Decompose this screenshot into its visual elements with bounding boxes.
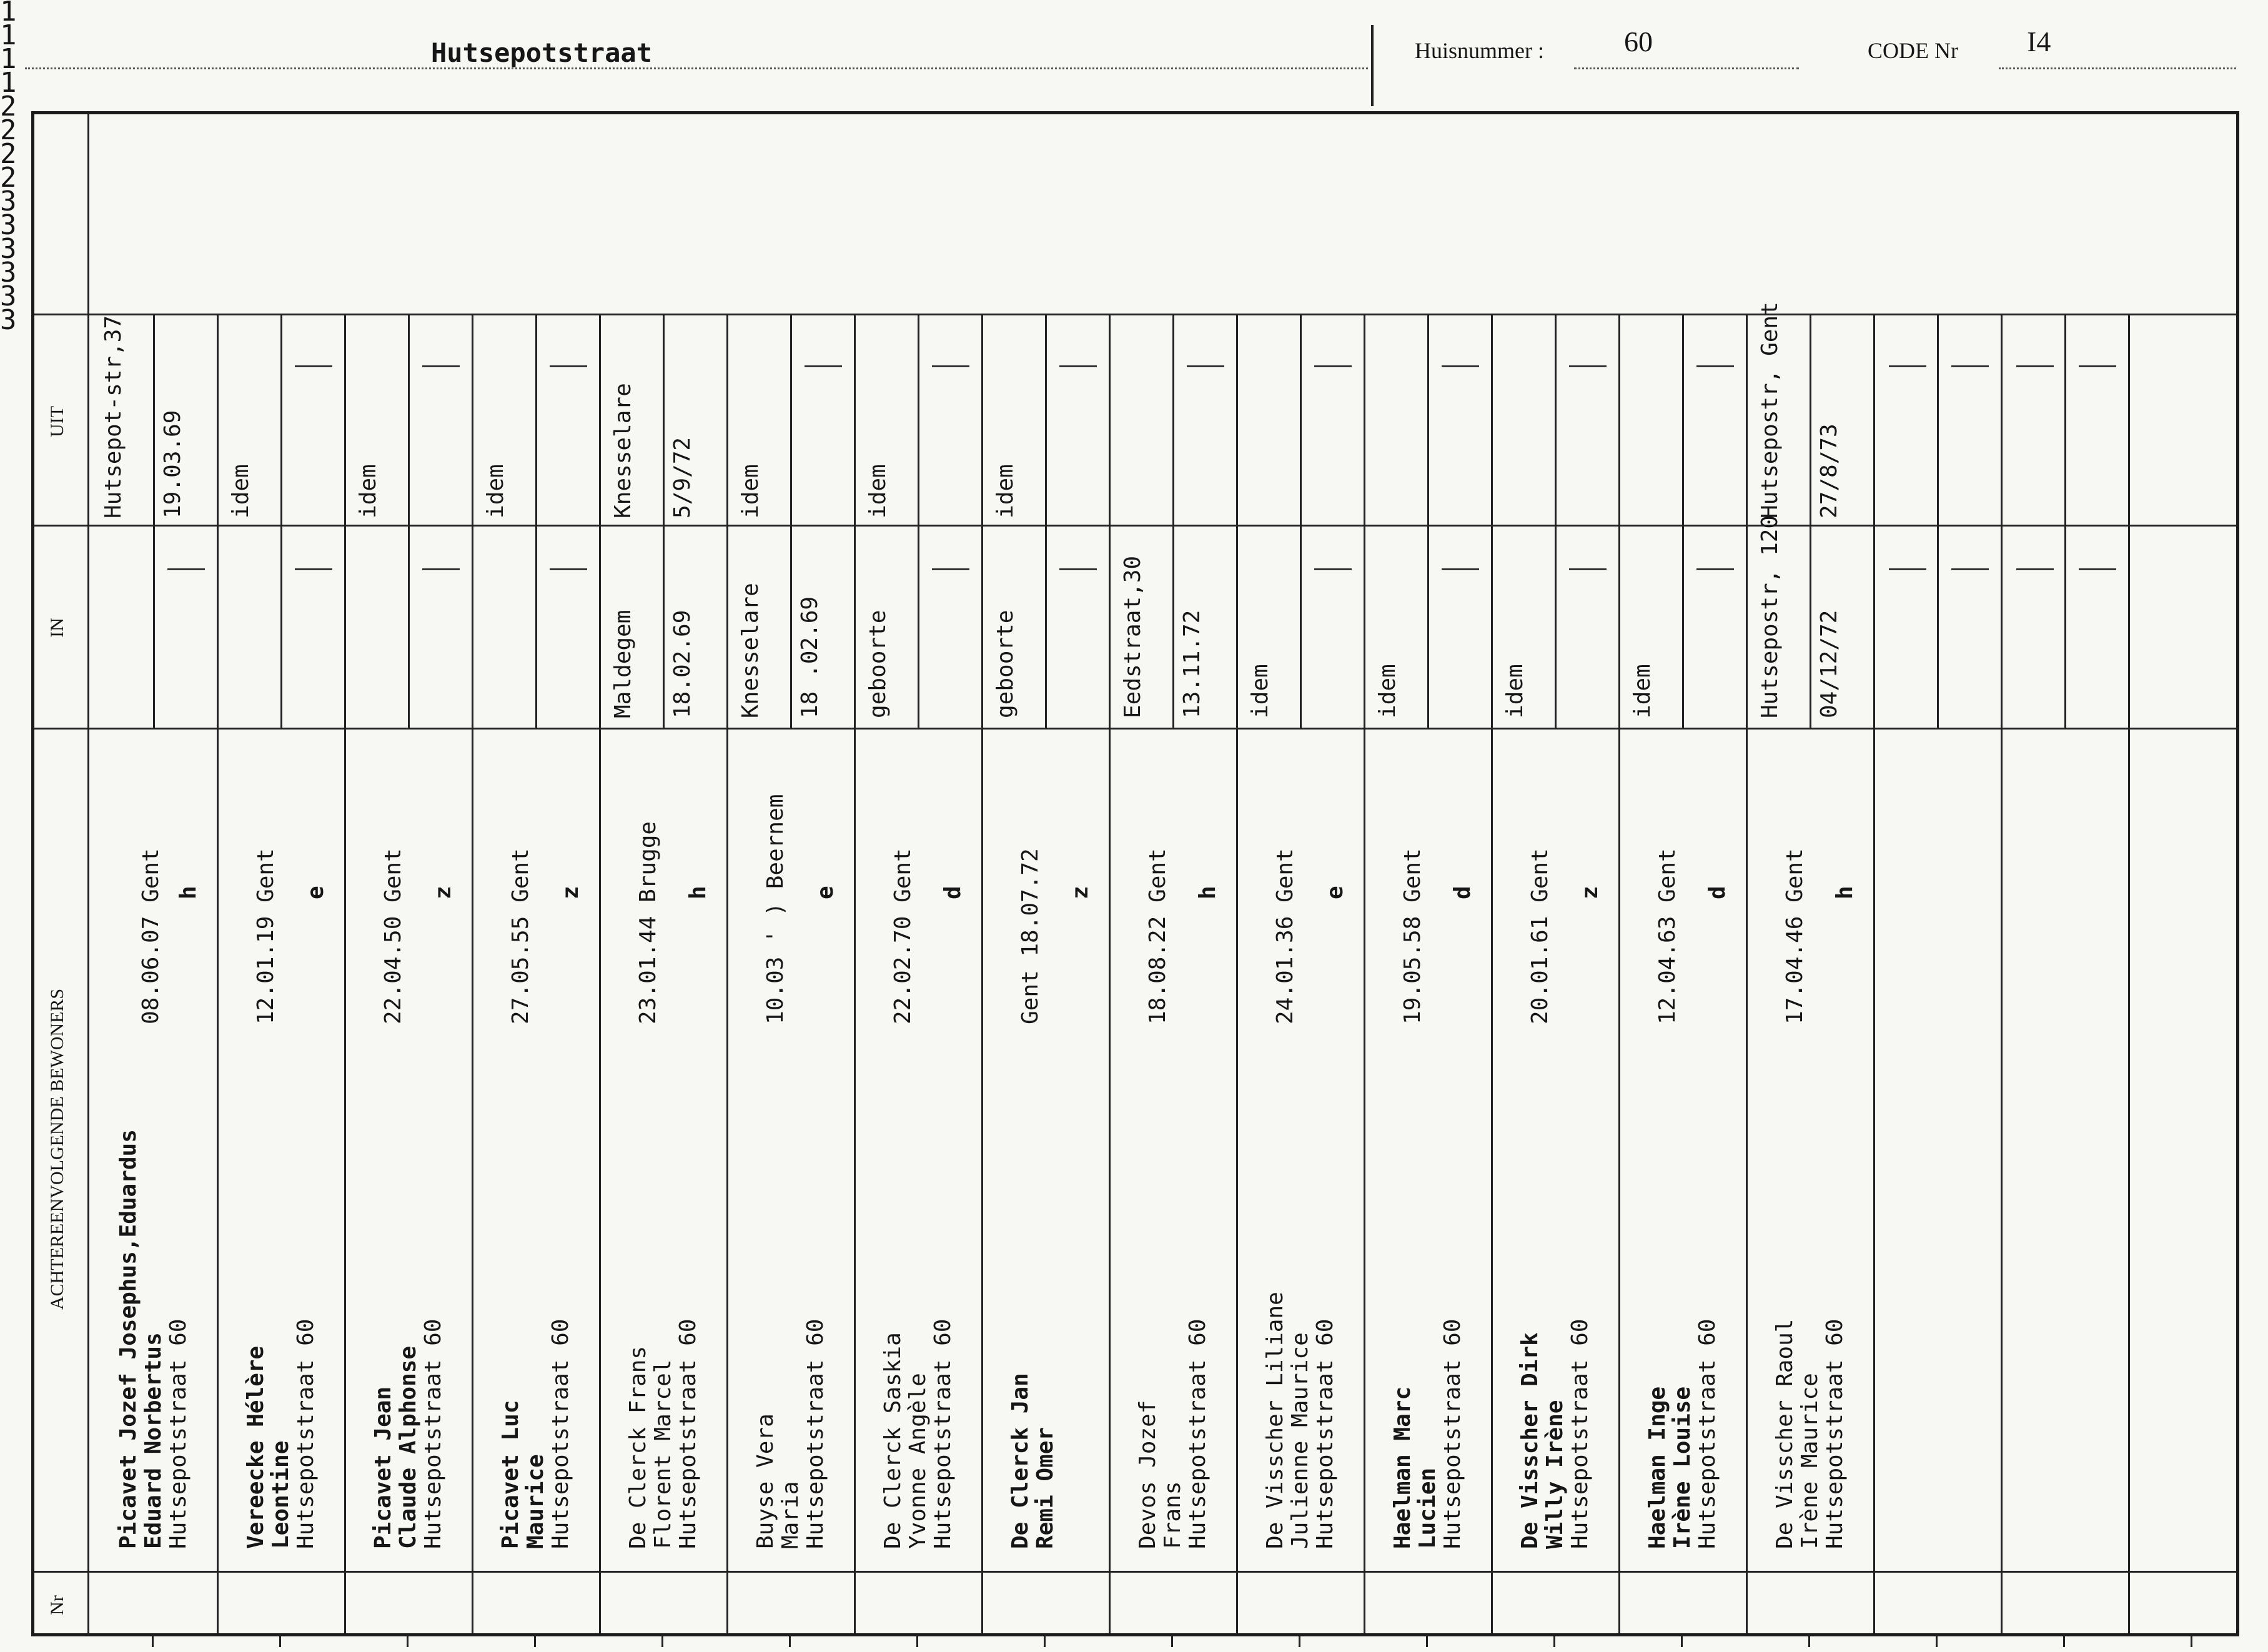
birth-date-place: 12.04.63 Gent: [1655, 848, 1680, 1024]
empty-dash: [2016, 365, 2054, 367]
huisnummer-label: Huisnummer :: [1415, 38, 1544, 63]
subcolumn-border: [1682, 314, 1684, 728]
record-number: 1: [0, 0, 17, 27]
in-date: 18 .02.69: [797, 596, 823, 718]
in-place: idem: [1375, 664, 1400, 718]
resident-name-line: De Visscher Raoul: [1772, 1318, 1798, 1549]
subcolumn-border: [280, 314, 282, 728]
resident-name-line: Haelman Marc: [1390, 1386, 1415, 1549]
relation-mark: z: [558, 886, 583, 899]
relation-mark: z: [430, 886, 456, 899]
uit-place: idem: [738, 464, 763, 518]
resident-name-line: Willy Irène: [1542, 1400, 1568, 1549]
in-place: idem: [1502, 664, 1528, 718]
subcolumn-border: [1300, 314, 1302, 728]
resident-name-line: Hutsepotstraat 60: [1567, 1318, 1593, 1549]
bottom-tick: [1553, 1635, 1555, 1647]
in-date: 13.11.72: [1179, 610, 1205, 718]
birth-date-place: 27.05.55 Gent: [508, 848, 533, 1024]
subcolumn-border: [2064, 314, 2066, 728]
resident-name-line: Leontine: [268, 1440, 294, 1549]
column-border: [1873, 314, 1875, 1633]
resident-name-line: Picavet Jozef Josephus,Eduardus: [116, 1129, 141, 1549]
empty-dash: [167, 568, 205, 570]
uit-date: 5/9/72: [670, 437, 695, 518]
empty-dash: [1442, 568, 1479, 570]
empty-dash: [1951, 568, 1989, 570]
in-place: idem: [1247, 664, 1273, 718]
bottom-tick: [1426, 1635, 1428, 1647]
record-number: 2: [0, 91, 17, 122]
resident-name-line: Hutsepotstraat 60: [293, 1318, 319, 1549]
column-border: [1746, 314, 1748, 1633]
relation-mark: d: [1450, 886, 1475, 899]
resident-name-line: Remi Omer: [1032, 1427, 1058, 1549]
resident-name-line: Julienne Maurice: [1287, 1332, 1313, 1549]
resident-name-line: Hutsepotstraat 60: [1822, 1318, 1848, 1549]
col-label-bewoners: ACHTEREENVOLGENDE BEWONERS: [47, 988, 67, 1310]
resident-name-line: Hutsepotstraat 60: [548, 1318, 573, 1549]
column-border: [1491, 314, 1493, 1633]
empty-dash: [1314, 568, 1352, 570]
uit-place: idem: [355, 464, 381, 518]
bottom-tick: [534, 1635, 536, 1647]
in-place: Maldegem: [610, 610, 636, 718]
uit-place: Knesselare: [610, 383, 636, 518]
record-number: 3: [0, 185, 17, 217]
resident-name-line: Irène Maurice: [1797, 1373, 1823, 1549]
empty-dash: [1314, 365, 1352, 367]
col-label-nr: Nr: [47, 1595, 67, 1615]
column-border: [1618, 314, 1620, 1633]
subcolumn-border: [918, 314, 919, 728]
huisnummer-value: 60: [1624, 26, 1653, 57]
bottom-tick: [1808, 1635, 1810, 1647]
empty-dash: [422, 568, 460, 570]
bottom-tick: [407, 1635, 409, 1647]
bottom-tick: [661, 1635, 663, 1647]
empty-dash: [1059, 365, 1097, 367]
empty-dash: [1569, 568, 1607, 570]
resident-name-line: Claude Alphonse: [395, 1345, 421, 1549]
empty-dash: [1696, 568, 1734, 570]
resident-name-line: Hutsepotstraat 60: [1312, 1318, 1338, 1549]
column-border: [599, 314, 601, 1633]
bottom-tick: [916, 1635, 918, 1647]
bottom-tick: [1299, 1635, 1300, 1647]
relation-mark: d: [940, 886, 966, 899]
uit-place: idem: [228, 464, 254, 518]
subcolumn-border: [663, 314, 665, 728]
birth-date-place: 23.01.44 Brugge: [635, 821, 661, 1024]
resident-name-line: De Visscher Liliane: [1262, 1292, 1288, 1549]
subcolumn-border: [1555, 314, 1557, 728]
birth-date-place: 18.08.22 Gent: [1145, 848, 1171, 1024]
resident-name-line: Florent Marcel: [650, 1359, 676, 1549]
record-number: 2: [0, 114, 17, 146]
resident-name-line: Yvonne Angèle: [905, 1373, 931, 1549]
subcolumn-border: [1427, 314, 1429, 728]
bottom-tick: [152, 1635, 154, 1647]
empty-dash: [1442, 365, 1479, 367]
uit-place: Hutsepostr, Gent: [1757, 302, 1783, 518]
record-number: 2: [0, 162, 17, 194]
resident-name-line: Hutsepotstraat 60: [420, 1318, 446, 1549]
subcolumn-border: [1937, 314, 1939, 728]
street-name: Hutsepotstraat: [431, 37, 653, 68]
record-number: 3: [0, 209, 17, 241]
resident-name-line: Hutsepotstraat 60: [930, 1318, 956, 1549]
resident-name-line: Hutsepotstraat 60: [675, 1318, 701, 1549]
resident-name-line: Lucien: [1415, 1467, 1440, 1549]
empty-dash: [805, 365, 842, 367]
relation-mark: e: [1322, 886, 1348, 899]
birth-date-place: 22.02.70 Gent: [890, 848, 916, 1024]
resident-name-line: Picavet Jean: [370, 1386, 396, 1549]
record-number: 1: [0, 43, 17, 75]
bottom-tick: [789, 1635, 791, 1647]
resident-name-line: Eduard Norbertus: [141, 1332, 166, 1549]
divider-nr-top: [34, 1571, 2236, 1573]
bottom-tick: [1681, 1635, 1683, 1647]
subcolumn-border: [790, 314, 792, 728]
subcolumn-border: [1172, 314, 1174, 728]
birth-date-place: 19.05.58 Gent: [1400, 848, 1425, 1024]
relation-mark: h: [685, 886, 711, 899]
bottom-tick: [279, 1635, 281, 1647]
label-column-border: [87, 112, 89, 1636]
record-number: 3: [0, 304, 17, 336]
uit-place: idem: [483, 464, 508, 518]
resident-name-line: Hutsepotstraat 60: [1440, 1318, 1465, 1549]
empty-dash: [932, 568, 969, 570]
resident-name-line: Hutsepotstraat 60: [1695, 1318, 1720, 1549]
relation-mark: z: [1577, 886, 1603, 899]
uit-place: idem: [865, 464, 891, 518]
empty-dash: [1889, 568, 1926, 570]
birth-date-place: 17.04.46 Gent: [1782, 848, 1808, 1024]
empty-dash: [295, 568, 332, 570]
column-border: [726, 314, 728, 1633]
in-place: geboorte: [865, 610, 891, 718]
resident-name-line: Hutsepotstraat 60: [1185, 1318, 1211, 1549]
uit-date: 19.03.69: [160, 410, 186, 518]
record-number: 3: [0, 233, 17, 265]
column-border: [217, 314, 219, 1633]
in-place: Knesselare: [738, 583, 763, 718]
col-label-uit: UIT: [47, 406, 67, 437]
bottom-tick: [1936, 1635, 1938, 1647]
record-number: 3: [0, 257, 17, 289]
divider-uit-top: [34, 314, 2236, 315]
resident-name-line: De Clerck Saskia: [880, 1332, 906, 1549]
resident-name-line: Devos Jozef: [1135, 1400, 1161, 1549]
subcolumn-border: [408, 314, 410, 728]
empty-dash: [1889, 365, 1926, 367]
birth-date-place: 10.03 ' ) Beernem: [763, 794, 788, 1024]
record-number: 1: [0, 19, 17, 51]
empty-dash: [295, 365, 332, 367]
relation-mark: e: [303, 886, 329, 899]
empty-dash: [2079, 568, 2116, 570]
empty-dash: [1187, 365, 1224, 367]
birth-date-place: 08.06.07 Gent: [138, 848, 164, 1024]
empty-dash: [932, 365, 969, 367]
subcolumn-border: [535, 314, 537, 728]
bottom-tick: [1171, 1635, 1173, 1647]
birth-date-place: 12.01.19 Gent: [253, 848, 279, 1024]
in-place: geboorte: [993, 610, 1018, 718]
resident-name-line: Hutsepotstraat 60: [803, 1318, 828, 1549]
resident-name-line: De Clerck Jan: [1008, 1373, 1033, 1549]
record-number: 3: [0, 280, 17, 312]
empty-dash: [550, 365, 587, 367]
uit-place: Hutsepot-str,37: [101, 315, 126, 518]
relation-mark: e: [813, 886, 838, 899]
page-header: [0, 0, 2268, 109]
bottom-tick: [2191, 1635, 2192, 1647]
code-value: I4: [2027, 26, 2051, 57]
resident-name-line: Hutsepotstraat 60: [166, 1318, 191, 1549]
empty-dash: [1569, 365, 1607, 367]
relation-mark: z: [1067, 886, 1093, 899]
resident-name-line: Buyse Vera: [753, 1413, 778, 1549]
code-label: CODE Nr: [1868, 38, 1958, 63]
empty-dash: [2016, 568, 2054, 570]
column-border: [1364, 314, 1365, 1633]
bottom-tick: [2063, 1635, 2065, 1647]
column-border: [1109, 314, 1111, 1633]
column-border: [2001, 314, 2003, 1633]
in-date: 04/12/72: [1816, 610, 1842, 718]
column-border: [981, 314, 983, 1633]
relation-mark: d: [1705, 886, 1730, 899]
birth-date-place: 22.04.50 Gent: [380, 848, 406, 1024]
column-border: [2128, 314, 2130, 1633]
record-number: 1: [0, 67, 17, 99]
relation-mark: h: [1832, 886, 1858, 899]
column-border: [854, 314, 856, 1633]
record-number: 2: [0, 138, 17, 170]
uit-date: 27/8/73: [1816, 423, 1842, 518]
empty-dash: [2079, 365, 2116, 367]
empty-dash: [1951, 365, 1989, 367]
resident-name-line: Haelman Inge: [1645, 1386, 1670, 1549]
resident-name-line: Frans: [1160, 1481, 1186, 1549]
empty-dash: [1696, 365, 1734, 367]
resident-name-line: Maria: [778, 1481, 803, 1549]
huisnummer-dotline: [1574, 67, 1799, 69]
resident-name-line: Maurice: [523, 1454, 548, 1549]
birth-date-place: 20.01.61 Gent: [1527, 848, 1553, 1024]
birth-date-place: 24.01.36 Gent: [1272, 848, 1298, 1024]
relation-mark: h: [1195, 886, 1221, 899]
resident-name-line: De Visscher Dirk: [1517, 1332, 1543, 1549]
divider-bewoners-top: [34, 728, 2236, 730]
empty-dash: [550, 568, 587, 570]
subcolumn-border: [1045, 314, 1047, 728]
uit-place: idem: [993, 464, 1018, 518]
bottom-tick: [1044, 1635, 1046, 1647]
empty-dash: [1059, 568, 1097, 570]
column-border: [1236, 314, 1238, 1633]
col-label-in: IN: [47, 618, 67, 638]
column-border: [344, 314, 346, 1633]
column-border: [472, 314, 473, 1633]
in-place: Eedstraat,30: [1120, 555, 1146, 718]
birth-date-place: Gent 18.07.72: [1018, 848, 1043, 1024]
street-dotline: [25, 67, 1368, 69]
resident-name-line: Vereecke Hélère: [243, 1345, 269, 1549]
in-place: Hutsepostr, 120: [1757, 515, 1783, 718]
empty-dash: [422, 365, 460, 367]
in-place: idem: [1630, 664, 1655, 718]
resident-name-line: De Clerck Frans: [625, 1345, 651, 1549]
code-dotline: [1999, 67, 2236, 69]
subcolumn-border: [153, 314, 155, 728]
resident-name-line: Picavet Luc: [498, 1400, 523, 1549]
subcolumn-border: [1810, 314, 1811, 728]
divider-in-top: [34, 525, 2236, 527]
in-date: 18.02.69: [670, 610, 695, 718]
header-separator: [1371, 25, 1374, 106]
resident-name-line: Irène Louise: [1670, 1386, 1695, 1549]
relation-mark: h: [176, 886, 201, 899]
